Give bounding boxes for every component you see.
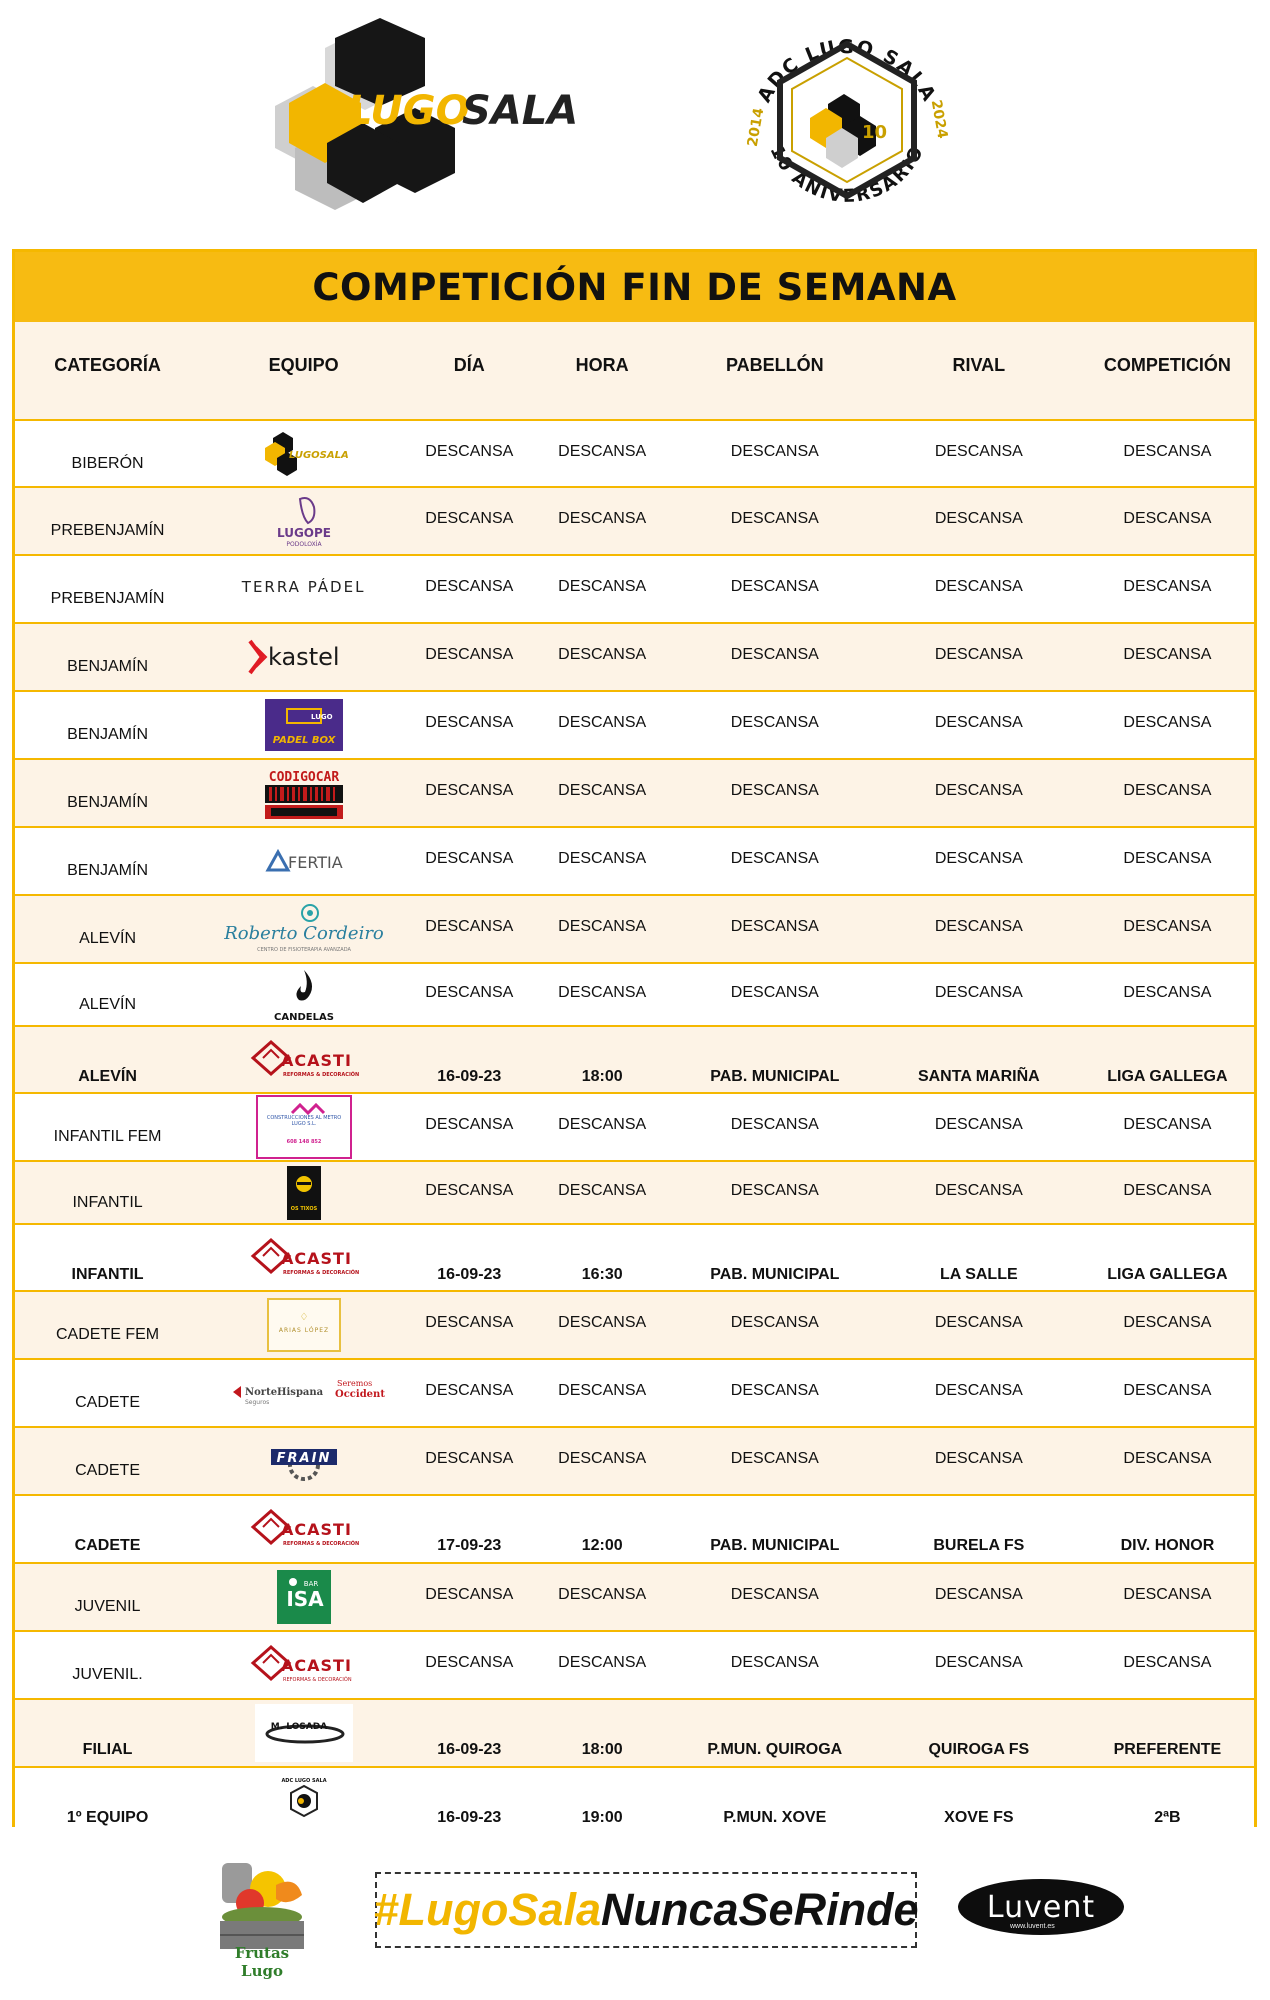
lugosala-small-logo [259,432,349,476]
hashtag-banner [375,1872,917,1948]
rival-cell: DESCANSA [934,983,1023,1001]
competicion-cell: LIGA GALLEGA [1107,1265,1228,1283]
hora-cell: DESCANSA [558,983,647,1001]
rival-cell: DESCANSA [934,918,1023,935]
logo-text-lugo: LUGO [347,88,470,134]
hora-cell: DESCANSA [558,1654,647,1671]
team-logo-subtext: REFORMAS & DECORACIÓN [282,1269,359,1276]
hora-cell: DESCANSA [558,782,647,799]
rival-cell: DESCANSA [934,1116,1023,1133]
rival-cell: BURELA FS [933,1537,1025,1554]
team-logo-text: NorteHispana [244,1387,323,1398]
categoria-cell: JUVENIL [74,1598,141,1615]
hora-cell: DESCANSA [558,510,647,527]
team-logo-text: ARIAS LÓPEZ [278,1327,329,1334]
seal-center-number: 10 [862,122,888,143]
categoria-cell: BIBERÓN [71,454,144,472]
rival-cell: DESCANSA [934,1654,1023,1671]
construcciones-logo [256,1095,352,1159]
rival-cell: DESCANSA [934,646,1023,663]
categoria-cell: ALEVÍN [79,995,137,1013]
team-logo-text: FRAIN [276,1451,331,1466]
dia-cell: 17-09-23 [437,1537,502,1554]
pabellon-cell: DESCANSA [730,1382,819,1399]
rival-cell: XOVE FS [944,1808,1014,1826]
categoria-cell: PREBENJAMÍN [50,590,165,607]
competicion-cell: DESCANSA [1123,714,1212,731]
team-logo-cell [200,1166,407,1220]
table-row [15,1290,1254,1358]
team-logo-subtext: Seguros [244,1399,269,1406]
hora-cell: DESCANSA [558,578,647,595]
team-logo-extra: Seremos [336,1379,372,1388]
rival-cell: DESCANSA [934,1382,1023,1399]
table-row [15,1025,1254,1092]
categoria-cell: CADETE [75,1462,140,1479]
rival-cell: SANTA MARIÑA [917,1067,1040,1085]
team-logo-subtext: CENTRO DE FISIOTERAPIA AVANZADA [256,947,351,953]
col-header-categoria: CATEGORÍA [54,355,161,375]
team-logo-cell [200,493,407,549]
competicion-cell: PREFERENTE [1113,1741,1222,1758]
table-row [15,1223,1254,1290]
categoria-cell: CADETE [75,1394,140,1411]
team-logo-cell [200,1376,407,1410]
competicion-cell: DESCANSA [1123,1586,1212,1603]
pabellon-cell: P.MUN. QUIROGA [707,1741,843,1758]
luvent-url: www.luvent.es [1010,1923,1055,1930]
dia-cell: DESCANSA [425,1382,514,1399]
team-logo-text: CONSTRUCCIONES AL METRO LUGO S.L. [266,1115,341,1127]
luvent-logo: Luvent [958,1879,1124,1935]
pabellon-cell: DESCANSA [730,983,819,1001]
rival-cell: DESCANSA [934,1181,1023,1199]
frutas-lugo-logo [216,1855,308,1980]
categoria-cell: BENJAMÍN [67,658,148,675]
acasti-logo [249,1507,359,1551]
table-row [15,894,1254,962]
hora-cell: DESCANSA [558,1450,647,1467]
pabellon-cell: DESCANSA [730,1181,819,1199]
lugope-logo [264,493,344,549]
categoria-cell: BENJAMÍN [67,794,148,811]
team-logo-text: PADEL BOX [272,735,335,746]
hora-cell: 16:30 [581,1265,623,1283]
competicion-cell: 2ªB [1154,1808,1181,1826]
dia-cell: DESCANSA [425,510,514,527]
hashtag-yellow-part: #LugoSala [373,1884,601,1935]
arias-lopez-logo [267,1298,341,1352]
dia-cell: DESCANSA [425,578,514,595]
pabellon-cell: DESCANSA [730,578,819,595]
logo-text-sala: SALA [462,88,579,134]
categoria-cell: 1º EQUIPO [66,1808,149,1826]
pabellon-cell: PAB. MUNICIPAL [710,1265,840,1283]
competicion-cell: DESCANSA [1123,918,1212,935]
pabellon-cell: DESCANSA [730,646,819,663]
pabellon-cell: PAB. MUNICIPAL [710,1067,840,1085]
kastel-logo [244,635,364,679]
categoria-cell: BENJAMÍN [67,862,148,879]
table-row [15,962,1254,1025]
hora-cell: DESCANSA [558,646,647,663]
team-logo-cell [200,1507,407,1551]
hora-cell: DESCANSA [558,442,647,460]
col-header-rival: RIVAL [952,355,1006,375]
team-logo-cell [200,578,407,600]
dia-cell: DESCANSA [425,782,514,799]
team-logo-text: ISA [285,1587,324,1611]
dia-cell: DESCANSA [425,442,514,460]
categoria-cell: ALEVÍN [78,1067,137,1085]
table-row [15,622,1254,690]
team-logo-cell [200,1298,407,1352]
team-logo-text: kastel [267,643,340,671]
categoria-cell: CADETE FEM [55,1326,160,1343]
schedule-table [15,322,1254,1833]
team-logo-subtext: PODOLOXÍA [286,541,322,548]
team-logo-cell [200,901,407,957]
hora-cell: DESCANSA [558,1116,647,1133]
team-logo-text: ACASTI [280,1050,352,1070]
dia-cell: 16-09-23 [437,1067,502,1085]
dia-cell: DESCANSA [425,714,514,731]
frutas-lugo-label: Frutas Lugo [234,1944,290,1980]
team-logo-text: OS TIXOS [290,1205,317,1212]
competicion-cell: DESCANSA [1123,1382,1212,1399]
rival-cell: DESCANSA [934,1314,1023,1331]
competicion-cell: DESCANSA [1123,850,1212,867]
team-logo-text: M. LOSADA [270,1722,327,1732]
acasti-logo [249,1038,359,1082]
team-logo-cell [200,1038,407,1082]
team-logo-cell [200,1236,407,1280]
competicion-cell: DESCANSA [1123,442,1212,460]
dia-cell: DESCANSA [425,1314,514,1331]
table-row [15,1358,1254,1426]
competicion-cell: DESCANSA [1123,782,1212,799]
padel-box-logo [265,699,343,751]
pabellon-cell: DESCANSA [730,714,819,731]
team-logo-cell [200,1095,407,1159]
acasti-logo [249,1236,359,1280]
frain-logo [259,1439,349,1483]
categoria-cell: FILIAL [82,1741,133,1758]
hora-cell: 18:00 [581,1741,623,1758]
team-logo-cell [200,1439,407,1483]
pabellon-cell: DESCANSA [730,782,819,799]
hora-cell: DESCANSA [558,1181,647,1199]
table-row [15,690,1254,758]
os-tixos-logo [287,1166,321,1220]
team-logo-text: FERTIA [287,853,343,872]
table-row [15,1494,1254,1562]
dia-cell: DESCANSA [425,1586,514,1603]
rival-cell: QUIROGA FS [928,1741,1030,1758]
hora-cell: DESCANSA [558,714,647,731]
rival-cell: DESCANSA [934,1586,1023,1603]
pabellon-cell: P.MUN. XOVE [723,1808,827,1826]
pabellon-cell: DESCANSA [730,1314,819,1331]
rival-cell: DESCANSA [934,714,1023,731]
col-header-competicion: COMPETICIÓN [1103,355,1231,375]
competicion-cell: DESCANSA [1123,1116,1212,1133]
hora-cell: DESCANSA [558,918,647,935]
pabellon-cell: PAB. MUNICIPAL [710,1537,840,1554]
rival-cell: DESCANSA [934,850,1023,867]
hashtag-black-part: NuncaSeRinde [601,1884,919,1935]
aniversario-logo [732,8,962,238]
col-header-hora: HORA [575,355,629,375]
table-row [15,1630,1254,1698]
rival-cell: DESCANSA [934,442,1023,460]
hora-cell: DESCANSA [558,1382,647,1399]
rival-cell: DESCANSA [934,578,1023,595]
categoria-cell: PREBENJAMÍN [50,522,165,539]
team-logo-cell [200,1772,407,1830]
rival-cell: DESCANSA [934,510,1023,527]
schedule-board [12,249,1257,1827]
pabellon-cell: DESCANSA [730,1654,819,1671]
team-logo-top: BAR [303,1580,318,1588]
team-logo-extra2: Occident [334,1389,385,1400]
competicion-cell: LIGA GALLEGA [1107,1067,1228,1085]
table-row [15,419,1254,486]
dia-cell: 16-09-23 [437,1808,502,1826]
team-logo-subtext: REFORMAS & DECORACIÓN [282,1677,352,1683]
competicion-cell: DESCANSA [1123,578,1212,595]
hora-cell: 18:00 [581,1067,623,1085]
terra-padel-logo: TERRA PÁDEL [241,578,366,596]
col-header-pabellon: PABELLÓN [725,355,824,375]
bar-isa-logo [277,1570,331,1624]
team-logo-text: ADC LUGO SALA [281,1777,327,1784]
categoria-cell: BENJAMÍN [67,726,148,743]
dia-cell: 16-09-23 [437,1265,502,1283]
hora-cell: DESCANSA [558,1586,647,1603]
svg-text:♢: ♢ [299,1312,309,1323]
team-logo-cell [200,432,407,476]
competicion-cell: DESCANSA [1123,1654,1212,1671]
team-logo-text: Roberto Cordeiro [223,923,384,944]
dia-cell: DESCANSA [425,850,514,867]
table-row [15,554,1254,622]
competicion-cell: DESCANSA [1123,510,1212,527]
col-header-equipo: EQUIPO [268,355,339,375]
dia-cell: DESCANSA [425,1181,514,1199]
table-row [15,758,1254,826]
team-logo-text: ACASTI [280,1656,352,1675]
pabellon-cell: DESCANSA [730,1450,819,1467]
hora-cell: 19:00 [581,1808,623,1826]
categoria-cell: INFANTIL FEM [53,1128,162,1145]
seal-year-left: 2014 [744,106,768,148]
team-logo-cell [200,765,407,821]
seal-year-right: 2024 [927,98,951,140]
hora-cell: 12:00 [581,1537,623,1554]
dia-cell: DESCANSA [425,1654,514,1671]
categoria-cell: ALEVÍN [79,930,137,947]
pabellon-cell: DESCANSA [730,442,819,460]
seal-bottom-text: 10 ANIVERSARIO [765,141,929,208]
pabellon-cell: DESCANSA [730,918,819,935]
header [0,0,1270,245]
roberto-cordeiro-logo [223,901,384,957]
categoria-cell: INFANTIL [71,1265,144,1283]
dia-cell: 16-09-23 [437,1741,502,1758]
team-logo-text: CODIGOCAR [268,770,339,785]
table-row [15,1766,1254,1833]
page-title: COMPETICIÓN FIN DE SEMANA [15,252,1254,322]
team-logo-text: ACASTI [280,1248,352,1268]
team-logo-text: LUGOSALA [288,449,349,461]
table-row [15,1562,1254,1630]
categoria-cell: JUVENIL. [72,1666,143,1683]
nortehispana-logo [229,1376,385,1410]
seal-top-text: ADC LUGO SALA [753,36,941,107]
rival-cell: LA SALLE [940,1265,1018,1283]
pabellon-cell: DESCANSA [730,1116,819,1133]
team-logo-text: CANDELAS [273,1011,334,1023]
team-logo-text: LUGOPE [276,526,331,540]
dia-cell: DESCANSA [425,646,514,663]
table-row [15,1698,1254,1766]
dia-cell: DESCANSA [425,918,514,935]
competicion-cell: DESCANSA [1123,1450,1212,1467]
team-logo-subtext: REFORMAS & DECORACIÓN [282,1071,359,1078]
candelas-logo [269,966,339,1024]
table-row [15,826,1254,894]
pabellon-cell: DESCANSA [730,510,819,527]
table-row [15,1160,1254,1223]
competicion-cell: DESCANSA [1123,646,1212,663]
table-row [15,486,1254,554]
team-logo-subtext: 608 148 852 [286,1139,322,1145]
pabellon-cell: DESCANSA [730,850,819,867]
footer [0,1835,1270,2000]
rival-cell: DESCANSA [934,782,1023,799]
table-row [15,1426,1254,1494]
team-logo-cell [200,699,407,751]
fruit-basket-icon [216,1855,308,1955]
dia-cell: DESCANSA [425,1116,514,1133]
competicion-cell: DESCANSA [1123,1181,1212,1199]
fertia-logo [264,846,344,876]
competicion-cell: DESCANSA [1123,1314,1212,1331]
competicion-cell: DIV. HONOR [1120,1537,1215,1554]
codigocar-logo [263,765,345,821]
categoria-cell: CADETE [74,1537,141,1554]
team-logo-cell [200,635,407,679]
team-logo-cell [200,1643,407,1687]
hora-cell: DESCANSA [558,850,647,867]
team-logo-cell [200,846,407,876]
team-logo-cell [200,1570,407,1624]
team-logo-subtext: REFORMAS & DECORACIÓN [282,1541,359,1547]
table-header-row [15,322,1254,419]
hora-cell: DESCANSA [558,1314,647,1331]
categoria-cell: INFANTIL [72,1193,143,1211]
competicion-cell: DESCANSA [1123,983,1212,1001]
dia-cell: DESCANSA [425,983,514,1001]
lugosala-logo [255,28,615,213]
adc-lugo-sala-seal-small [275,1772,333,1830]
team-logo-text: ACASTI [280,1520,352,1539]
m-losada-logo [255,1704,353,1762]
rival-cell: DESCANSA [934,1450,1023,1467]
table-row [15,1092,1254,1160]
dia-cell: DESCANSA [425,1450,514,1467]
team-logo-cell [200,966,407,1024]
pabellon-cell: DESCANSA [730,1586,819,1603]
col-header-dia: DÍA [453,355,485,375]
team-logo-cell [200,1704,407,1762]
acasti-logo [249,1643,359,1687]
team-logo-top: LUGO [310,713,333,721]
